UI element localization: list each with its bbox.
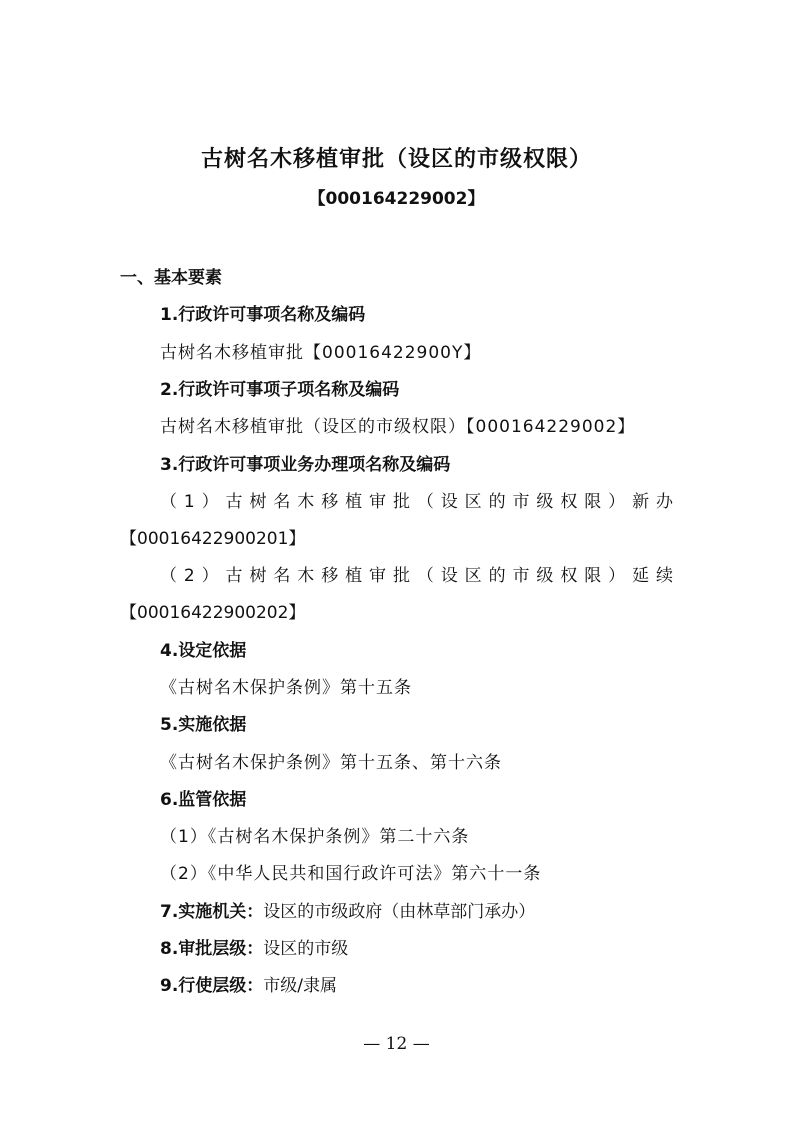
item-heading-3: 3.行政许可事项业务办理项名称及编码 (160, 455, 451, 475)
section-heading-basic: 一、基本要素 (120, 268, 222, 288)
basis-text: 《古树名木保护条例》第十五条 (160, 678, 412, 698)
level-value: 设区的市级 (263, 939, 349, 959)
basis-heading: 4.设定依据 (160, 641, 247, 661)
exec-value: 市级/隶属 (263, 976, 338, 996)
page-number: — 12 — (363, 1034, 430, 1054)
biz-item-1-line1: （1）古树名木移植审批（设区的市级权限）新办 (160, 492, 673, 512)
exec-row (160, 974, 337, 998)
org-label: 7.实施机关： (160, 902, 264, 922)
item-text-1: 古树名木移植审批【00016422900Y】 (160, 343, 482, 363)
supervise-text-1: （1）《古树名木保护条例》第二十六条 (160, 827, 470, 847)
exec-label: 9.行使层级： (160, 976, 264, 996)
level-row (160, 937, 348, 961)
item-text-2: 古树名木移植审批（设区的市级权限）【000164229002】 (160, 417, 636, 437)
document-title: 古树名木移植审批（设区的市级权限） (200, 146, 592, 172)
biz-item-1-line2: 【00016422900201】 (120, 529, 306, 549)
level-label: 8.审批层级： (160, 939, 264, 959)
item-heading-1: 1.行政许可事项名称及编码 (160, 305, 366, 325)
impl-text: 《古树名木保护条例》第十五条、第十六条 (160, 753, 502, 773)
supervise-text-2: （2）《中华人民共和国行政许可法》第六十一条 (160, 864, 542, 884)
supervise-heading: 6.监管依据 (160, 790, 247, 810)
org-row (160, 900, 535, 924)
item-heading-2: 2.行政许可事项子项名称及编码 (160, 380, 400, 400)
document-code: 【000164229002】 (308, 189, 485, 209)
impl-heading: 5.实施依据 (160, 715, 247, 735)
biz-item-2-line1: （2）古树名木移植审批（设区的市级权限）延续 (160, 566, 673, 586)
org-value: 设区的市级政府（由林草部门承办） (263, 902, 536, 922)
biz-item-2-line2: 【00016422900202】 (120, 603, 306, 623)
